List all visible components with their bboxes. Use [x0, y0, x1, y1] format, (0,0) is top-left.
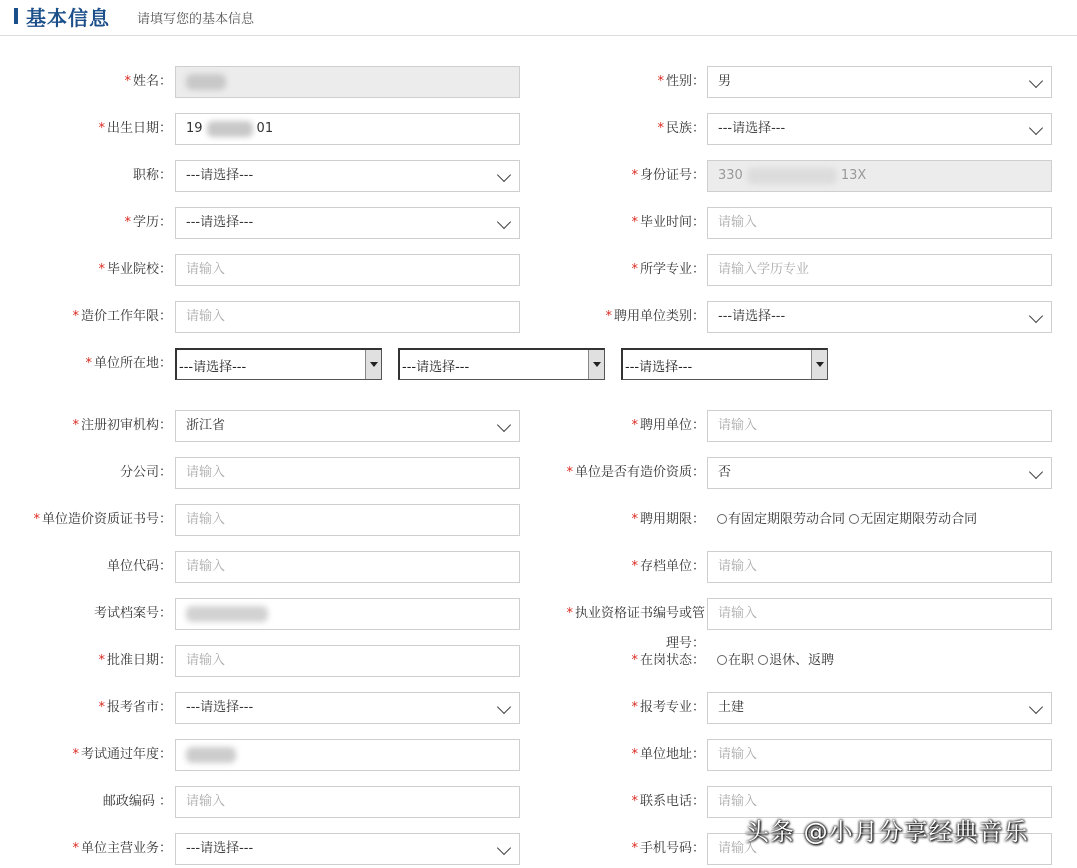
form-row — [0, 692, 1077, 724]
dropdown-arrow-icon — [811, 350, 827, 379]
exam-province-label: * 报考省市： — [98, 700, 172, 715]
redacted-value — [186, 606, 268, 622]
license-no-label-wrap: 理号： — [665, 636, 705, 651]
license-no-label: * 执业资格证书编号或管 — [566, 606, 705, 621]
qualified-label: * 单位是否有造价资质： — [566, 465, 705, 480]
chevron-down-icon — [1029, 74, 1043, 88]
radio-open-term[interactable] — [849, 514, 859, 524]
radio-employed[interactable] — [717, 655, 727, 665]
major-label: * 所学专业： — [631, 262, 705, 277]
redacted-value — [207, 121, 253, 137]
employer-type-select[interactable]: ---请选择--- — [707, 301, 1052, 333]
chevron-down-icon — [497, 841, 511, 855]
exam-province-select[interactable]: ---请选择--- — [175, 692, 520, 724]
cert-no-label: * 单位造价资质证书号： — [33, 512, 172, 527]
location-label: * 单位所在地： — [85, 356, 172, 371]
major-input[interactable]: 请输入学历专业 — [707, 254, 1052, 286]
mobile-input[interactable]: 请输入 — [707, 833, 1052, 865]
branch-label: 分公司： — [119, 465, 172, 480]
pass-year-field[interactable] — [175, 739, 520, 771]
chevron-down-icon — [1029, 700, 1043, 714]
main-business-label: * 单位主营业务： — [72, 841, 172, 856]
title-label: 职称： — [132, 168, 172, 183]
form-row — [0, 598, 1077, 651]
radio-retired[interactable] — [758, 655, 768, 665]
section-title: 基本信息 — [26, 6, 110, 30]
radio-fixed-term-label[interactable]: 有固定期限劳动合同 — [728, 512, 846, 527]
employer-type-label: * 聘用单位类别： — [605, 309, 705, 324]
approve-date-input[interactable]: 请输入 — [175, 645, 520, 677]
chevron-down-icon — [1029, 121, 1043, 135]
exam-major-select[interactable]: 土建 — [707, 692, 1052, 724]
approve-date-label: * 批准日期： — [98, 653, 172, 668]
name-field[interactable] — [175, 66, 520, 98]
form-row — [0, 66, 1077, 98]
education-select[interactable]: ---请选择--- — [175, 207, 520, 239]
chevron-down-icon — [497, 168, 511, 182]
form-row — [0, 207, 1077, 239]
qualified-select[interactable]: 否 — [707, 457, 1052, 489]
radio-retired-label[interactable]: 退休、返聘 — [769, 653, 835, 668]
exam-file-label: 考试档案号： — [93, 606, 172, 621]
branch-input[interactable]: 请输入 — [175, 457, 520, 489]
address-input[interactable]: 请输入 — [707, 739, 1052, 771]
form-row — [0, 410, 1077, 442]
address-label: * 单位地址： — [631, 747, 705, 762]
work-years-input[interactable]: 请输入 — [175, 301, 520, 333]
education-label: * 学历： — [124, 215, 172, 230]
ethnicity-label: * 民族： — [657, 121, 705, 136]
work-years-label: * 造价工作年限： — [72, 309, 172, 324]
id-number-label: * 身份证号： — [631, 168, 705, 183]
chevron-down-icon — [1029, 309, 1043, 323]
radio-employed-label[interactable]: 在职 — [728, 653, 755, 668]
name-label: * 姓名： — [124, 74, 172, 89]
phone-input[interactable]: 请输入 — [707, 786, 1052, 818]
exam-file-field[interactable] — [175, 598, 520, 630]
license-no-input[interactable]: 请输入 — [707, 598, 1052, 630]
grad-time-label: * 毕业时间： — [631, 215, 705, 230]
term-radio-group — [717, 504, 977, 536]
cert-no-input[interactable]: 请输入 — [175, 504, 520, 536]
status-radio-group — [717, 645, 834, 677]
employer-label: * 聘用单位： — [631, 418, 705, 433]
header-accent-bar — [14, 8, 18, 24]
postcode-input[interactable]: 请输入 — [175, 786, 520, 818]
main-business-select[interactable]: ---请选择--- — [175, 833, 520, 865]
gender-select[interactable]: 男 — [707, 66, 1052, 98]
chevron-down-icon — [497, 418, 511, 432]
province-select[interactable]: ---请选择--- — [175, 348, 382, 380]
watermark: 头条 @小月分享经典音乐 — [745, 818, 1029, 846]
gender-label: * 性别： — [657, 74, 705, 89]
org-code-label: 单位代码： — [106, 559, 172, 574]
redacted-value — [186, 74, 226, 90]
org-code-input[interactable]: 请输入 — [175, 551, 520, 583]
status-label: * 在岗状态： — [631, 653, 705, 668]
form-row — [0, 739, 1077, 771]
reg-org-label: * 注册初审机构： — [72, 418, 172, 433]
birth-date-field[interactable]: 19 01 — [175, 113, 520, 145]
dropdown-arrow-icon — [365, 350, 381, 379]
postcode-label: 邮政编码 ： — [102, 794, 172, 809]
form-row — [0, 348, 1077, 380]
section-header — [0, 0, 1077, 36]
district-select[interactable]: ---请选择--- — [621, 348, 828, 380]
chevron-down-icon — [497, 700, 511, 714]
form-row — [0, 254, 1077, 286]
city-select[interactable]: ---请选择--- — [398, 348, 605, 380]
title-select[interactable]: ---请选择--- — [175, 160, 520, 192]
ethnicity-select[interactable]: ---请选择--- — [707, 113, 1052, 145]
school-label: * 毕业院校： — [98, 262, 172, 277]
archive-unit-input[interactable]: 请输入 — [707, 551, 1052, 583]
form-row — [0, 504, 1077, 536]
exam-major-label: * 报考专业： — [631, 700, 705, 715]
radio-open-term-label[interactable]: 无固定期限劳动合同 — [860, 512, 978, 527]
form-row — [0, 551, 1077, 583]
form-row — [0, 457, 1077, 489]
form-row — [0, 113, 1077, 145]
phone-label: * 联系电话： — [631, 794, 705, 809]
form-row — [0, 301, 1077, 333]
dropdown-arrow-icon — [588, 350, 604, 379]
form-row — [0, 645, 1077, 677]
school-input[interactable]: 请输入 — [175, 254, 520, 286]
pass-year-label: * 考试通过年度： — [72, 747, 172, 762]
archive-unit-label: * 存档单位： — [631, 559, 705, 574]
id-number-field[interactable]: 330 13X — [707, 160, 1052, 192]
employer-input[interactable]: 请输入 — [707, 410, 1052, 442]
chevron-down-icon — [497, 215, 511, 229]
radio-fixed-term[interactable] — [717, 514, 727, 524]
form-row — [0, 160, 1077, 192]
term-label: * 聘用期限： — [631, 512, 705, 527]
mobile-label: * 手机号码： — [631, 841, 705, 856]
birth-label: * 出生日期： — [98, 121, 172, 136]
reg-org-select[interactable]: 浙江省 — [175, 410, 520, 442]
section-subtitle: 请填写您的基本信息 — [137, 12, 255, 27]
chevron-down-icon — [1029, 465, 1043, 479]
redacted-value — [186, 747, 236, 763]
redacted-value — [747, 168, 837, 184]
grad-time-input[interactable]: 请输入 — [707, 207, 1052, 239]
